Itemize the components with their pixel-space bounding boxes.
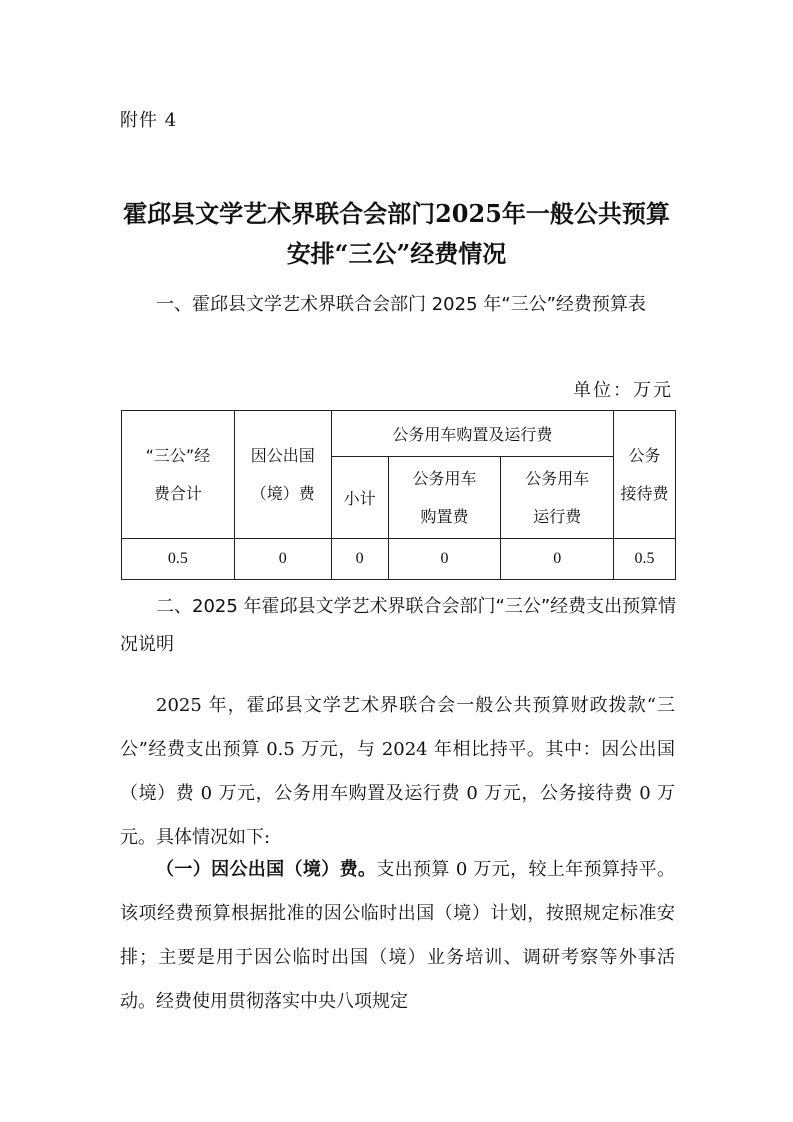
value-vehicle-operation: 0 xyxy=(501,539,614,580)
paragraph-abroad-body: 支出预算 0 万元，较上年预算持平。该项经费预算根据批准的因公临时出国（境）计划，按照规定标准安排；主要是用于因公临时出国（境）业务培训、调研考察等外事活动。经费使用贯彻落实中央八项规定 xyxy=(120,859,675,1012)
budget-table xyxy=(121,410,676,580)
paragraph-abroad xyxy=(120,848,675,1024)
header-abroad: 因公出国 （境）费 xyxy=(234,411,331,539)
value-abroad: 0 xyxy=(234,539,331,580)
section1-heading: 一、霍邱县文学艺术界联合会部门 2025 年“三公”经费预算表 xyxy=(156,294,646,315)
document-title-line1: 霍邱县文学艺术界联合会部门2025年一般公共预算 xyxy=(123,199,670,228)
unit-label: 单位：万元 xyxy=(573,380,673,401)
attachment-label: 附件 4 xyxy=(120,110,178,131)
paragraph-abroad-lead: （一）因公出国（境）费。 xyxy=(156,859,377,880)
paragraph-summary: 2025 年，霍邱县文学艺术界联合会一般公共预算财政拨款“三公”经费支出预算 0.5 万元，与 2024 年相比持平。其中：因公出国（境）费 0 万元，公务用车购置及运行费 0 万元，公务接待费 0 万元。具体情况如下: xyxy=(120,695,675,848)
header-subtotal: 小计 xyxy=(331,457,388,539)
header-vehicle-operation: 公务用车 运行费 xyxy=(501,457,614,539)
header-vehicle: 公务用车购置及运行费 xyxy=(331,411,613,457)
header-total: “三公”经 费合计 xyxy=(122,411,235,539)
value-subtotal: 0 xyxy=(331,539,388,580)
section2-heading: 二、2025 年霍邱县文学艺术界联合会部门“三公”经费支出预算情况说明 xyxy=(120,596,677,655)
value-vehicle-purchase: 0 xyxy=(388,539,501,580)
header-vehicle-purchase: 公务用车 购置费 xyxy=(388,457,501,539)
value-total: 0.5 xyxy=(122,539,235,580)
value-reception: 0.5 xyxy=(614,539,676,580)
header-reception: 公务 接待费 xyxy=(614,411,676,539)
document-title-line2: 安排“三公”经费情况 xyxy=(286,239,507,268)
